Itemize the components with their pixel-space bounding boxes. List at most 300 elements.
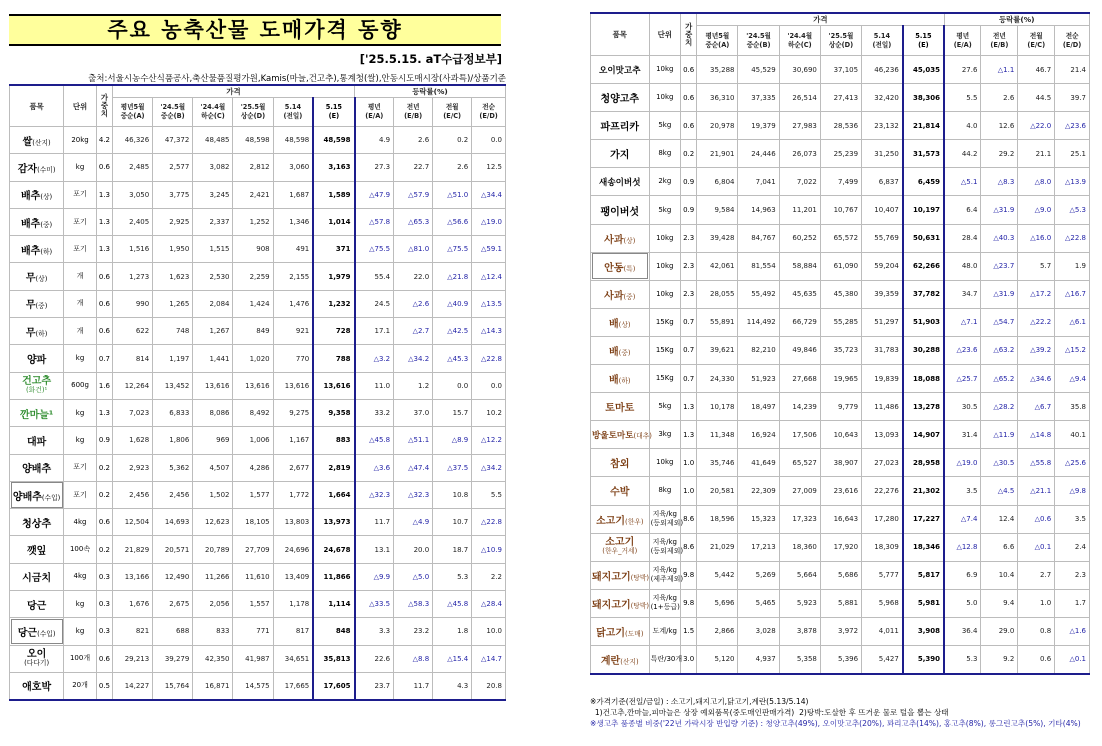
item-name-main: 배추 <box>21 218 41 230</box>
price-cell: 66,729 <box>779 308 820 336</box>
change-cell: △47.9 <box>355 181 394 208</box>
price-cell: 45,380 <box>820 280 861 308</box>
item-name <box>591 645 650 673</box>
price-cell: 58,884 <box>779 252 820 280</box>
price-cell: 3,775 <box>153 181 193 208</box>
change-cell: △47.4 <box>394 454 433 481</box>
item-unit-line: kg <box>75 626 85 635</box>
item-name-main: 배 <box>609 318 619 330</box>
table-row <box>10 399 506 426</box>
change-cell: △28.4 <box>472 591 506 618</box>
table-row <box>10 454 506 481</box>
price-cell: 8,492 <box>233 399 273 426</box>
header-col-bottom: 중순(A) <box>705 40 730 49</box>
table-row <box>10 563 506 590</box>
item-weight: 0.6 <box>96 263 112 290</box>
price-cell: 1,950 <box>153 236 193 263</box>
change-cell: △40.3 <box>981 224 1018 252</box>
item-unit <box>64 127 97 154</box>
change-cell: 1.9 <box>1055 252 1090 280</box>
price-cell: 17,227 <box>903 505 944 533</box>
table-row <box>10 318 506 345</box>
table-row <box>10 236 506 263</box>
item-name <box>10 236 64 263</box>
header-col-top: 5.14 <box>284 103 302 111</box>
item-name-sub: (하) <box>618 377 631 386</box>
header-col <box>113 98 153 127</box>
change-cell: 3.3 <box>355 618 394 645</box>
price-cell: 13,409 <box>273 563 313 590</box>
item-unit-line: 포기 <box>73 463 87 472</box>
item-name-sub: (상) <box>623 236 636 245</box>
item-unit <box>649 421 680 449</box>
change-cell: 10.4 <box>981 561 1018 589</box>
change-cell: 44.5 <box>1018 84 1055 112</box>
header-col-top: '24.5월 <box>160 103 186 111</box>
item-unit <box>64 672 97 699</box>
item-name <box>591 84 650 112</box>
item-name-main: 사과 <box>604 290 624 302</box>
header-col-bottom: (E/A) <box>953 40 972 49</box>
price-cell: 817 <box>273 618 313 645</box>
price-cell: 28,536 <box>820 112 861 140</box>
item-weight: 2.3 <box>681 224 697 252</box>
change-cell: △32.3 <box>394 481 433 508</box>
change-cell: △7.1 <box>944 308 981 336</box>
header-change: 등락률(%) <box>944 13 1089 26</box>
item-unit <box>649 84 680 112</box>
price-cell: 31,783 <box>862 336 903 364</box>
price-cell: 10,643 <box>820 421 861 449</box>
item-unit-line: kg <box>75 599 85 608</box>
change-cell: 0.0 <box>472 127 506 154</box>
change-cell: △51.0 <box>433 181 472 208</box>
price-cell: 2,405 <box>113 208 153 235</box>
item-weight: 0.6 <box>96 645 112 672</box>
header-col-bottom: (E/D) <box>1062 40 1082 49</box>
price-cell: 1,273 <box>113 263 153 290</box>
price-cell: 2,866 <box>697 617 738 645</box>
item-weight: 0.9 <box>681 168 697 196</box>
price-cell: 27,709 <box>233 536 273 563</box>
price-cell: 1,806 <box>153 427 193 454</box>
change-cell: △19.0 <box>944 449 981 477</box>
price-cell: 11,201 <box>779 196 820 224</box>
price-cell: 17,605 <box>313 672 354 699</box>
change-cell: 17.1 <box>355 318 394 345</box>
change-cell: 0.0 <box>472 372 506 399</box>
table-row <box>591 421 1090 449</box>
price-cell: 5,362 <box>153 454 193 481</box>
table-row <box>591 168 1090 196</box>
item-name-main: 새송이버섯 <box>599 177 641 188</box>
price-cell: 6,833 <box>153 399 193 426</box>
price-cell: 47,372 <box>153 127 193 154</box>
item-name <box>591 252 650 280</box>
item-name <box>591 365 650 393</box>
header-weight-char: 가 <box>100 93 108 102</box>
item-name-main: 대파 <box>26 436 47 448</box>
item-weight: 0.7 <box>681 308 697 336</box>
price-cell: 1,197 <box>153 345 193 372</box>
change-cell: 20.8 <box>472 672 506 699</box>
table-row <box>10 127 506 154</box>
item-name-main: 참외 <box>610 459 630 471</box>
item-weight: 0.6 <box>681 112 697 140</box>
price-cell: 7,022 <box>779 168 820 196</box>
item-weight: 1.3 <box>96 236 112 263</box>
change-cell: 12.4 <box>981 505 1018 533</box>
price-cell: 2,530 <box>193 263 233 290</box>
change-cell: △23.7 <box>981 252 1018 280</box>
price-cell: 82,210 <box>738 336 779 364</box>
change-cell: 36.4 <box>944 617 981 645</box>
change-cell: 29.2 <box>981 140 1018 168</box>
change-cell: △8.9 <box>433 427 472 454</box>
price-cell: 3,245 <box>193 181 233 208</box>
price-cell: 5,777 <box>862 561 903 589</box>
change-cell: 44.2 <box>944 140 981 168</box>
item-unit-line: 지육/kg <box>652 594 677 603</box>
price-cell: 27,983 <box>779 112 820 140</box>
price-cell: 16,924 <box>738 421 779 449</box>
item-unit <box>64 181 97 208</box>
price-cell: 24,446 <box>738 140 779 168</box>
price-cell: 16,871 <box>193 672 233 699</box>
change-cell: △54.7 <box>981 308 1018 336</box>
item-name <box>591 505 650 533</box>
price-cell: 21,901 <box>697 140 738 168</box>
header-col <box>433 98 472 127</box>
item-unit <box>64 345 97 372</box>
item-name-sub: (수입) <box>41 493 61 502</box>
price-cell: 51,923 <box>738 365 779 393</box>
item-name <box>10 318 64 345</box>
change-cell: 1.7 <box>1055 589 1090 617</box>
price-cell: 48,598 <box>313 127 354 154</box>
price-cell: 11,348 <box>697 421 738 449</box>
price-cell: 3,082 <box>193 154 233 181</box>
price-cell: 1,676 <box>113 591 153 618</box>
change-cell: △23.6 <box>1055 112 1090 140</box>
change-cell: △8.0 <box>1018 168 1055 196</box>
change-cell: △9.0 <box>1018 196 1055 224</box>
item-name <box>591 617 650 645</box>
price-cell: 18,309 <box>862 533 903 561</box>
item-name <box>591 533 650 561</box>
change-cell: △23.6 <box>944 336 981 364</box>
item-name <box>591 477 650 505</box>
item-name <box>10 427 64 454</box>
price-cell: 5,120 <box>697 645 738 673</box>
header-col <box>394 98 433 127</box>
item-weight: 4.2 <box>96 127 112 154</box>
item-name <box>591 421 650 449</box>
item-unit <box>64 372 97 399</box>
price-cell: 10,407 <box>862 196 903 224</box>
price-cell: 990 <box>113 290 153 317</box>
price-cell: 9,358 <box>313 399 354 426</box>
price-cell: 17,665 <box>273 672 313 699</box>
item-name-sub: (대추) <box>633 431 652 440</box>
table-row <box>10 154 506 181</box>
header-col-top: 전월 <box>445 103 459 111</box>
change-cell: △4.5 <box>981 477 1018 505</box>
price-cell: 18,088 <box>903 365 944 393</box>
item-unit-line: 5kg <box>658 402 672 411</box>
item-unit-line: 10kg <box>656 458 674 467</box>
change-cell: △22.8 <box>472 345 506 372</box>
item-unit <box>649 477 680 505</box>
item-name-main: 가지 <box>610 150 630 162</box>
change-cell: 24.5 <box>355 290 394 317</box>
item-name-main: 소고기 <box>596 515 626 527</box>
price-cell: 6,459 <box>903 168 944 196</box>
item-weight: 3.0 <box>681 645 697 673</box>
change-cell: △7.4 <box>944 505 981 533</box>
change-cell: 10.2 <box>472 399 506 426</box>
change-cell: △6.7 <box>1018 393 1055 421</box>
item-unit <box>64 454 97 481</box>
price-cell: 12,264 <box>113 372 153 399</box>
change-cell: △0.1 <box>1055 645 1090 673</box>
change-cell: 35.8 <box>1055 393 1090 421</box>
change-cell: 21.4 <box>1055 56 1090 84</box>
change-cell: 37.0 <box>394 399 433 426</box>
table-row <box>591 477 1090 505</box>
change-cell: 29.0 <box>981 617 1018 645</box>
item-name-sub: (특) <box>623 264 636 273</box>
price-cell: 38,306 <box>903 84 944 112</box>
price-cell: 15,323 <box>738 505 779 533</box>
header-col <box>820 26 861 56</box>
change-cell: 1.2 <box>394 372 433 399</box>
change-cell: △8.3 <box>981 168 1018 196</box>
change-cell: △15.4 <box>433 645 472 672</box>
price-cell: 114,492 <box>738 308 779 336</box>
price-cell: 30,288 <box>903 336 944 364</box>
item-unit <box>649 449 680 477</box>
change-cell: 13.1 <box>355 536 394 563</box>
header-col-top: 전년 <box>406 103 420 111</box>
change-cell: △22.2 <box>1018 308 1055 336</box>
item-unit-line: (등외제외) <box>650 547 684 556</box>
price-cell: 13,616 <box>233 372 273 399</box>
item-name-main: 사과 <box>604 234 624 246</box>
price-cell: 19,379 <box>738 112 779 140</box>
change-cell: △56.6 <box>433 208 472 235</box>
price-cell: 11,866 <box>313 563 354 590</box>
price-cell: 1,232 <box>313 290 354 317</box>
item-name <box>591 308 650 336</box>
item-unit-line: kg <box>75 408 85 417</box>
item-name-sub: (한우) <box>625 517 644 526</box>
header-col-top: 평년5월 <box>705 31 730 40</box>
item-name-sub: (상) <box>618 320 631 329</box>
change-cell: △22.0 <box>1018 112 1055 140</box>
header-col-bottom: (E) <box>328 112 340 120</box>
header-unit: 단위 <box>649 13 680 56</box>
item-weight: 0.6 <box>96 318 112 345</box>
item-weight: 1.6 <box>96 372 112 399</box>
price-cell: 969 <box>193 427 233 454</box>
item-name-sub: (산지) <box>620 657 639 666</box>
price-cell: 41,987 <box>233 645 273 672</box>
change-cell: 12.5 <box>472 154 506 181</box>
price-cell: 14,693 <box>153 509 193 536</box>
item-name <box>10 154 64 181</box>
change-cell: 25.1 <box>1055 140 1090 168</box>
price-cell: 1,265 <box>153 290 193 317</box>
price-cell: 48,485 <box>193 127 233 154</box>
price-cell: 5,442 <box>697 561 738 589</box>
item-unit <box>64 290 97 317</box>
change-cell: △39.2 <box>1018 336 1055 364</box>
item-name <box>10 399 64 426</box>
price-cell: 10,178 <box>697 393 738 421</box>
item-name-sub: (탕박) <box>630 601 650 610</box>
item-name <box>10 290 64 317</box>
item-name-main: 깐마늘¹ <box>19 409 54 421</box>
item-unit-line: 지육/kg <box>652 510 677 519</box>
change-cell: △34.2 <box>394 345 433 372</box>
header-weight-char: 치 <box>100 109 108 118</box>
header-col-bottom: 중순(A) <box>120 112 145 120</box>
price-cell: 31,573 <box>903 140 944 168</box>
price-cell: 4,286 <box>233 454 273 481</box>
change-cell: 48.0 <box>944 252 981 280</box>
change-cell: △81.0 <box>394 236 433 263</box>
item-unit-line: kg <box>75 435 85 444</box>
header-col <box>193 98 233 127</box>
price-cell: 748 <box>153 318 193 345</box>
header-col-top: '25.5월 <box>828 31 854 40</box>
header-col <box>944 26 981 56</box>
change-cell: △1.1 <box>981 56 1018 84</box>
item-unit-line: 100개 <box>69 654 91 663</box>
price-cell: 848 <box>313 618 354 645</box>
item-name <box>10 127 64 154</box>
price-cell: 55,891 <box>697 308 738 336</box>
table-row <box>10 591 506 618</box>
price-cell: 20,571 <box>153 536 193 563</box>
price-cell: 2,456 <box>153 481 193 508</box>
change-cell: △65.2 <box>981 365 1018 393</box>
price-cell: 55,769 <box>862 224 903 252</box>
table-row <box>10 181 506 208</box>
price-cell: 1,020 <box>233 345 273 372</box>
price-cell: 27,413 <box>820 84 861 112</box>
price-cell: 9,779 <box>820 393 861 421</box>
change-cell: 0.0 <box>433 372 472 399</box>
change-cell: △4.9 <box>394 509 433 536</box>
item-unit-line: 15Kg <box>655 374 674 383</box>
change-cell: △31.9 <box>981 196 1018 224</box>
item-name <box>591 449 650 477</box>
price-cell: 42,061 <box>697 252 738 280</box>
table-row <box>10 208 506 235</box>
item-unit-line: kg <box>75 354 85 363</box>
change-cell: 0.6 <box>1018 645 1055 673</box>
table-row <box>591 84 1090 112</box>
change-cell: △28.2 <box>981 393 1018 421</box>
table-row <box>10 509 506 536</box>
price-cell: 18,346 <box>903 533 944 561</box>
item-unit <box>649 336 680 364</box>
item-weight: 0.3 <box>96 591 112 618</box>
header-col-bottom: (E/C) <box>443 112 462 120</box>
item-name-sub: (화건)¹ <box>26 385 48 394</box>
item-weight: 1.3 <box>96 181 112 208</box>
item-unit <box>64 154 97 181</box>
item-unit <box>649 56 680 84</box>
item-unit-line: 15Kg <box>655 345 674 354</box>
change-cell: 2.6 <box>981 84 1018 112</box>
item-name-main: 배 <box>609 375 619 387</box>
change-cell: △75.5 <box>433 236 472 263</box>
price-cell: 7,041 <box>738 168 779 196</box>
change-cell: 2.2 <box>472 563 506 590</box>
footnotes <box>590 696 1100 729</box>
price-cell: 3,163 <box>313 154 354 181</box>
note-1: ※가격기준(전일/금일) : 소고기,돼지고기,닭고기,계란(5.13/5.14) <box>590 697 809 706</box>
item-name <box>591 140 650 168</box>
header-col <box>903 26 944 56</box>
price-cell: 921 <box>273 318 313 345</box>
item-name <box>591 393 650 421</box>
price-cell: 883 <box>313 427 354 454</box>
change-cell: 12.6 <box>981 112 1018 140</box>
change-cell: 23.7 <box>355 672 394 699</box>
header-col-top: '24.4월 <box>200 103 226 111</box>
header-col <box>1055 26 1090 56</box>
header-unit: 단위 <box>64 85 97 127</box>
item-unit-line: (1+등급) <box>650 603 680 612</box>
item-unit <box>649 196 680 224</box>
item-weight: 2.3 <box>681 280 697 308</box>
change-cell: △2.6 <box>394 290 433 317</box>
change-cell: △14.8 <box>1018 421 1055 449</box>
price-cell: 4,507 <box>193 454 233 481</box>
change-cell: △6.1 <box>1055 308 1090 336</box>
change-cell: 9.4 <box>981 589 1018 617</box>
item-weight: 1.3 <box>681 421 697 449</box>
change-cell: △5.3 <box>1055 196 1090 224</box>
item-name-sub: (중) <box>40 220 53 229</box>
price-cell: 62,266 <box>903 252 944 280</box>
price-cell: 46,326 <box>113 127 153 154</box>
table-row <box>591 280 1090 308</box>
change-cell: 22.0 <box>394 263 433 290</box>
item-unit <box>64 427 97 454</box>
price-cell: 39,359 <box>862 280 903 308</box>
price-cell: 13,803 <box>273 509 313 536</box>
price-cell: 849 <box>233 318 273 345</box>
price-cell: 2,923 <box>113 454 153 481</box>
change-cell: 6.4 <box>944 196 981 224</box>
change-cell: △45.3 <box>433 345 472 372</box>
price-cell: 10,767 <box>820 196 861 224</box>
header-weight-char: 치 <box>685 37 693 47</box>
item-unit <box>649 561 684 589</box>
item-unit-line: 10kg <box>656 261 674 270</box>
price-cell: 14,963 <box>738 196 779 224</box>
item-name <box>591 168 650 196</box>
price-cell: 12,623 <box>193 509 233 536</box>
price-cell: 65,572 <box>820 224 861 252</box>
item-name-main: 오이 <box>26 648 47 660</box>
item-name-main: 당근 <box>26 600 47 612</box>
